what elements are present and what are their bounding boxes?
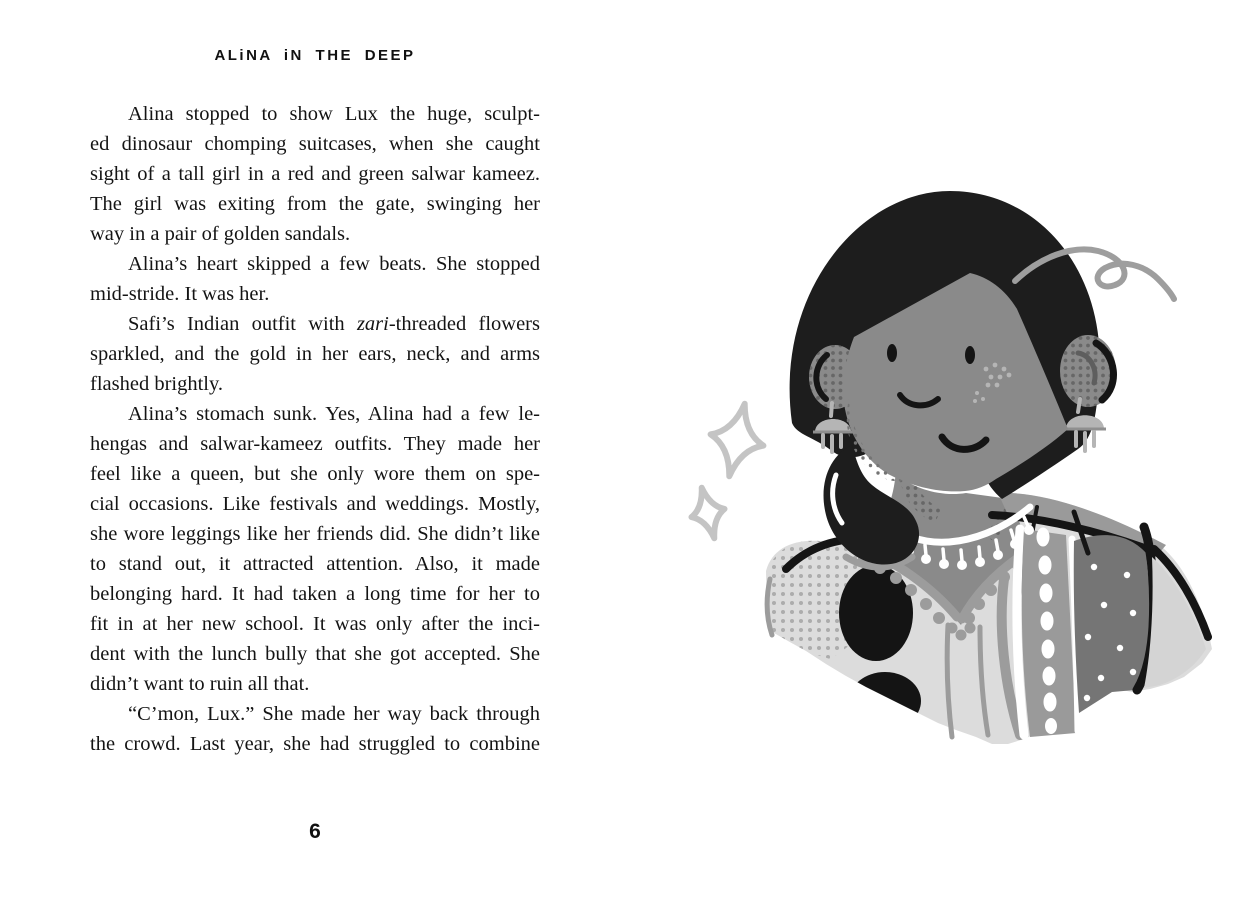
text-line: she wore leggings like her friends did. She didn’t like <box>90 523 540 545</box>
illustration-girl-portrait <box>680 185 1225 750</box>
text-line: feel like a queen, but she only wore them on spe- <box>90 463 540 485</box>
text-line: dent with the lunch bully that she got accepted. She <box>90 643 540 665</box>
polka-dot <box>849 672 921 730</box>
paragraph <box>90 399 540 699</box>
text-line: cial occasions. Like festivals and weddings. Mostly, <box>90 493 540 515</box>
text-line: Safi’s Indian outfit with zari-threaded flowers <box>128 313 540 335</box>
text-line: Alina’s heart skipped a few beats. She stopped <box>128 253 540 275</box>
text-line: didn’t want to ruin all that. <box>90 673 310 695</box>
text-line: mid-stride. It was her. <box>90 283 270 305</box>
text-line: belonging hard. It had taken a long time for her to <box>90 583 540 605</box>
paragraph <box>90 99 540 249</box>
text-line: Alina stopped to show Lux the huge, sculpt- <box>128 103 540 125</box>
paragraph <box>90 699 540 759</box>
polka-dot <box>839 565 913 661</box>
text-line: flashed brightly. <box>90 373 224 395</box>
body-text <box>90 99 540 759</box>
text-line: Alina’s stomach sunk. Yes, Alina had a few le- <box>128 403 540 425</box>
sparkle-icon <box>685 398 771 542</box>
paragraph <box>90 309 540 399</box>
page-number: 6 <box>309 820 321 843</box>
text-line: sight of a tall girl in a red and green salwar kameez. <box>90 163 540 185</box>
text-line: “C’mon, Lux.” She made her way back through <box>128 703 540 725</box>
text-line: way in a pair of golden sandals. <box>90 223 351 245</box>
text-line: The girl was exiting from the gate, swinging her <box>90 193 540 215</box>
text-line: fit in at her new school. It was only after the inci- <box>90 613 540 635</box>
text-line: to stand out, it attracted attention. Also, it made <box>90 553 540 575</box>
paragraph <box>90 249 540 309</box>
text-line: hengas and salwar-kameez outfits. They made her <box>90 433 540 455</box>
text-line: sparkled, and the gold in her ears, neck, and arms <box>90 343 540 365</box>
text-line: ed dinosaur chomping suitcases, when she caught <box>90 133 540 155</box>
running-header: ALiNA iN THE DEEP <box>214 47 416 64</box>
right-ear <box>1060 335 1116 407</box>
text-line: the crowd. Last year, she had struggled to combine <box>90 733 540 755</box>
